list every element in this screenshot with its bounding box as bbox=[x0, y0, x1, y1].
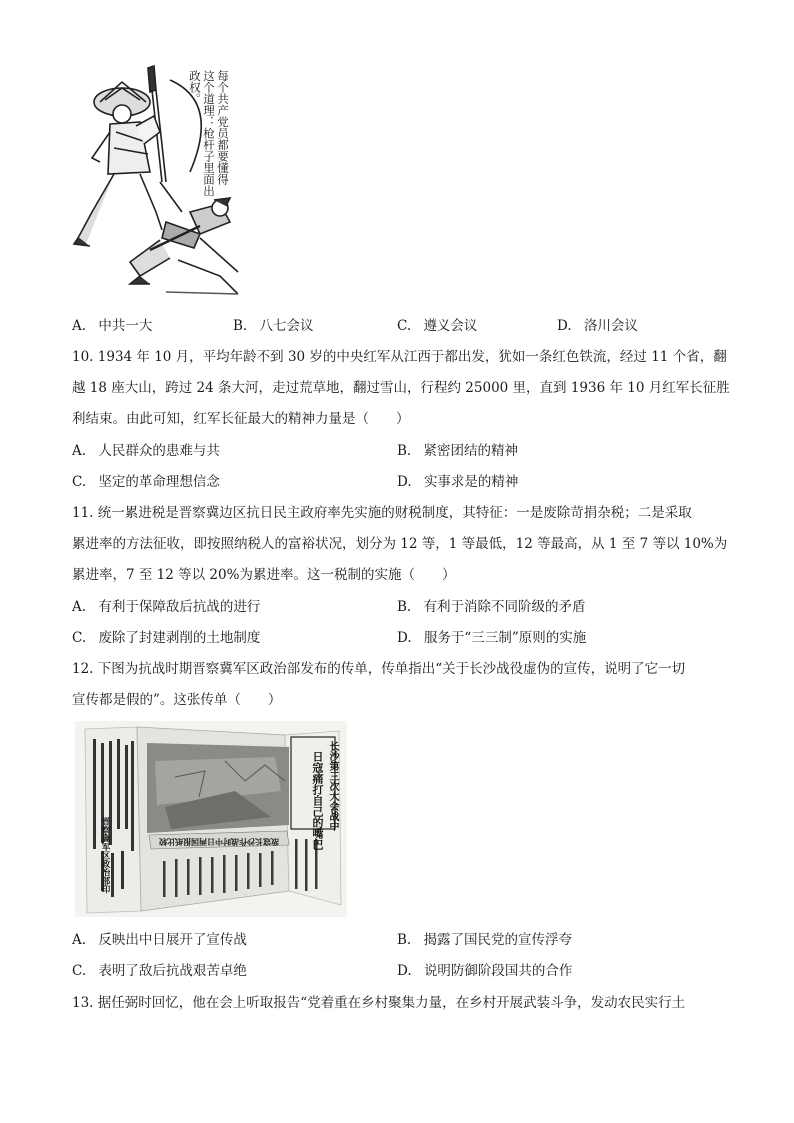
option-letter: C. bbox=[72, 963, 87, 979]
option-letter: A. bbox=[72, 443, 87, 459]
option-letter: A. bbox=[72, 318, 87, 334]
option-text: 紧密团结的精神 bbox=[423, 443, 519, 459]
option-text: 人民群众的患难与共 bbox=[98, 443, 220, 459]
option-text: 实事求是的精神 bbox=[423, 474, 519, 490]
q10-option-c[interactable] bbox=[72, 472, 220, 492]
q12-line1: 12. 下图为抗战时期晋察冀军区政治部发布的传单，传单指出“关于长沙战役虚伪的宣传，说明了它一切 bbox=[72, 661, 686, 677]
q11-option-d[interactable] bbox=[397, 628, 586, 648]
option-letter: C. bbox=[72, 630, 87, 646]
q9-option-b[interactable] bbox=[233, 316, 314, 336]
q10-option-b[interactable] bbox=[397, 441, 518, 461]
option-text: 揭露了国民党的宣传浮夸 bbox=[423, 932, 573, 948]
q11-option-a[interactable] bbox=[72, 597, 260, 617]
option-letter: D. bbox=[557, 318, 572, 334]
option-letter: D. bbox=[397, 474, 412, 490]
option-text: 服务于“三三制”原则的实施 bbox=[423, 630, 587, 646]
q12-line2: 宣传都是假的”。这张传单（ ） bbox=[72, 692, 282, 708]
q10-line3: 利结束。由此可知，红军长征最大的精神力量是（ ） bbox=[72, 411, 410, 427]
option-letter: B. bbox=[397, 932, 412, 948]
option-text: 有利于消除不同阶级的矛盾 bbox=[423, 599, 586, 615]
q10-option-d[interactable] bbox=[397, 472, 518, 492]
option-text: 洛川会议 bbox=[583, 318, 638, 334]
option-letter: D. bbox=[397, 963, 412, 979]
option-letter: C. bbox=[72, 474, 87, 490]
option-letter: B. bbox=[397, 599, 412, 615]
q10-option-a[interactable] bbox=[72, 441, 220, 461]
q11-option-b[interactable] bbox=[397, 597, 586, 617]
option-letter: B. bbox=[233, 318, 248, 334]
option-letter: A. bbox=[72, 599, 87, 615]
q9-option-d[interactable] bbox=[557, 316, 638, 336]
q9-option-c[interactable] bbox=[397, 316, 477, 336]
q11-line3: 累进率，7 至 12 等以 20%为累进率。这一税制的实施（ ） bbox=[72, 567, 456, 583]
cartoon-caption-col3: 政权。 bbox=[188, 70, 202, 105]
cartoon-caption-col2: 这个道理：枪杆子里面出 bbox=[202, 70, 216, 197]
option-letter: C. bbox=[397, 318, 412, 334]
option-text: 有利于保障敌后抗战的进行 bbox=[98, 599, 261, 615]
option-text: 坚定的革命理想信念 bbox=[98, 474, 220, 490]
option-text: 遵义会议 bbox=[423, 318, 478, 334]
option-letter: B. bbox=[397, 443, 412, 459]
leaflet-headline-right2: 日寇痛打自己的嘴巴 bbox=[311, 751, 324, 850]
option-text: 八七会议 bbox=[259, 318, 314, 334]
q12-option-d[interactable] bbox=[397, 961, 572, 981]
leaflet-bottom-title: 敌寇长沙作战时中日两国报纸比较 bbox=[159, 837, 279, 847]
option-text: 表明了敌后抗战艰苦卓绝 bbox=[98, 963, 247, 979]
option-letter: D. bbox=[397, 630, 412, 646]
q13-line1: 13. 据任弼时回忆，他在会上听取报告“党着重在乡村聚集力量，在乡村开展武装斗争，发动农民实行土 bbox=[72, 995, 686, 1011]
q11-option-c[interactable] bbox=[72, 628, 260, 648]
q9-option-a[interactable] bbox=[72, 316, 152, 336]
q10-line2: 越 18 座大山，跨过 24 条大河，走过荒草地，翻过雪山，行程约 25000 里，直到 1936 年 10 月红军长征胜 bbox=[72, 380, 730, 396]
leaflet-scan bbox=[75, 721, 347, 917]
option-letter: A. bbox=[72, 932, 87, 948]
q12-option-b[interactable] bbox=[397, 930, 572, 950]
option-text: 说明防御阶段国共的合作 bbox=[423, 963, 573, 979]
leaflet-headline-right: 长沙第三次大会战中 bbox=[327, 741, 338, 831]
option-text: 废除了封建剥削的土地制度 bbox=[98, 630, 261, 646]
q12-option-a[interactable] bbox=[72, 930, 247, 950]
option-text: 反映出中日展开了宣传战 bbox=[98, 932, 247, 948]
q10-line1: 10. 1934 年 10 月，平均年龄不到 30 岁的中央红军从江西于都出发，犹如一条红色铁流，经过 11 个省，翻 bbox=[72, 349, 727, 365]
q11-line1: 11. 统一累进税是晋察冀边区抗日民主政府率先实施的财税制度，其特征：一是废除苛捐杂税；二是采取 bbox=[72, 505, 692, 521]
q11-line2: 累进率的方法征收，即按照纳税人的富裕状况，划分为 12 等，1 等最低，12 等最高，从 1 至 7 等以 10%为 bbox=[72, 536, 728, 552]
cartoon-caption-col1: 每个共产党员都要懂得 bbox=[216, 70, 230, 185]
leaflet-banner: 晋察冀军区政治部印 bbox=[100, 817, 110, 894]
q12-option-c[interactable] bbox=[72, 961, 247, 981]
option-text: 中共一大 bbox=[98, 318, 153, 334]
leaflet-photo bbox=[75, 721, 347, 917]
